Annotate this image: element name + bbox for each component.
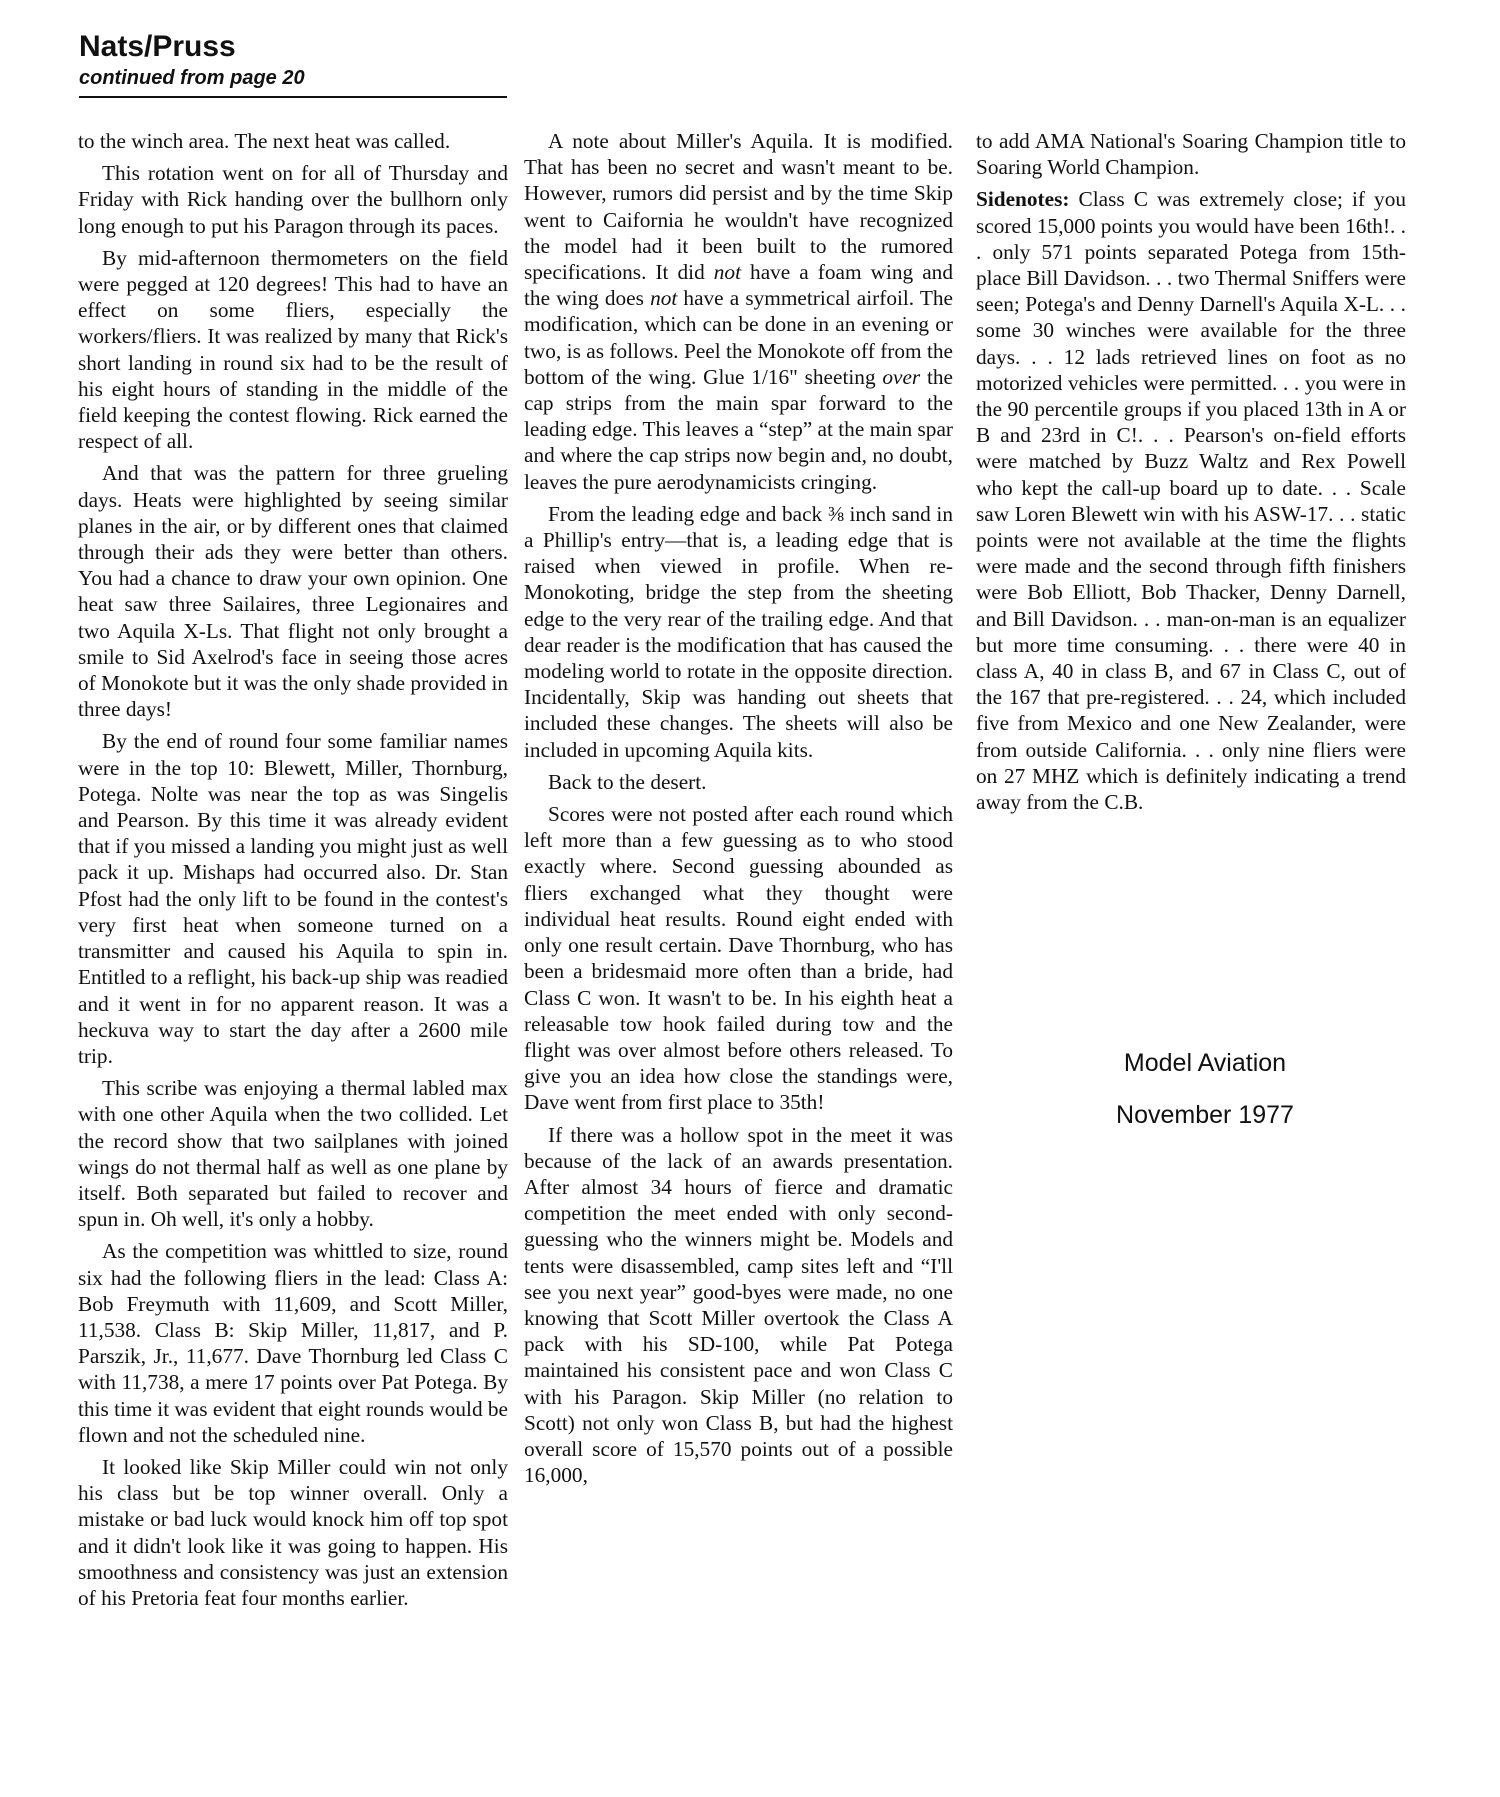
header-divider [79,96,507,98]
paragraph: By the end of round four some familiar names were in the top 10: Blewett, Miller, Thornburg, Potega. Nolte was near the top as was Singelis and Pearson. By this time it was already evident that if you missed a landing you might just as well pack it up. Mishaps had occurred also. Dr. Stan Pfost had the only lift to be found in the contest's very first heat when someone turned on a transmitter and caused his Aquila to spin in. Entitled to a reflight, his back-up ship was readied and it went in for no apparent reason. It was a heckuva way to start the day after a 2600 mile trip. [78,729,508,1068]
article-column-1 [78,128,508,1617]
article-title: Nats/Pruss [79,30,236,63]
text-run: have a symmetrical airfoil. The modification, which can be done in an evening or two, is as follows. Peel the Monokote off from the bottom of the wing. Glue 1/16" sheeting [524,286,953,389]
paragraph [524,769,953,795]
paragraph: As the competition was whittled to size, round six had the following fliers in the lead: Class A: Bob Freymuth with 11,609, and Scott Miller, 11,538. Class B: Skip Miller, 11,817, and P. Parszik, Jr., 11,677. Dave Thornburg led Class C with 11,738, a mere 17 points over Pat Potega. By this time it was evident that eight rounds would be flown and not the scheduled nine. [78,1239,509,1447]
paragraph [524,1122,953,1489]
publication-name: Model Aviation [1123,1049,1287,1077]
emphasis-text: not [650,286,678,311]
emphasis-text: not [713,260,741,285]
text-run: From the leading edge and back ⅜ inch sand in a Phillip's entry—that is, a leading edge that is raised when viewed in profile. When re-Monokoting, bridge the step from the sheeting edge to the very rear of the trailing edge. And that dear reader is the modification that has caused the modeling world to rotate in the opposite direction. Incidentally, Skip was handing out sheets that included these changes. The sheets will also be included in upcoming Aquila kits. [524,501,953,762]
paragraph [524,501,953,763]
paragraph: This scribe was enjoying a thermal labled max with one other Aquila when the two collided. Let the record show that two sailplanes with joined wings do not thermal half as well as one plane by itself. Both separated but failed to recover and spun in. Oh well, it's only a hobby. [78,1076,508,1232]
text-run: Scores were not posted after each round which left more than a few guessing as to who stood exactly where. Second guessing abounded as fliers exchanged what they thought were individual heat results. Round eight ended with only one result certain. Dave Thornburg, who has been a bridesmaid more often than a bride, had Class C won. It wasn't to be. In his eighth heat a releasable tow hook failed during tow and the flight was over almost before others released. To give you an idea how close the standings were, Dave went from first place to 35th! [524,802,953,1115]
article-column-3 [976,128,1406,821]
publication-date: November 1977 [1116,1101,1294,1129]
sidenotes-text: Class C was extremely close; if you scored 15,000 points you would have been 16th!. . . only 571 points separated Potega from 15th-place Bill Davidson. . . two Thermal Sniffers were seen; Potega's and Denny Darnell's Aquila X-L. . . some 30 winches were available for the three days. . . 12 lads retrieved lines on foot as no motorized vehicles were permitted. . . you were in the 90 percentile groups if you placed 13th in A or B and 23rd in C!. . . Pearson's on-field efforts were matched by Buzz Waltz and Rex Powell who kept the call-up board up to date. . . Scale saw Loren Blewett win with his ASW-17. . . static points were not available at the time the flights were made and the second through fifth finishers were Bob Elliott, Bob Thacker, Denny Darnell, and Bill Davidson. . . man-on-man is an equalizer but more time consuming. . . there were 40 in class A, 40 in class B, and 67 in Class C, out of the 167 that pre-registered. . . 24, which included five from Mexico and one New Zealander, were from outside California. . . only nine fliers were on 27 MHZ which is definitely indicating a trend away from the C.B. [976,187,1407,815]
text-run: have a foam wing and the wing does [524,260,953,311]
article-column-2 [524,128,953,1494]
sidenotes-paragraph [976,186,1406,815]
paragraph: By mid-afternoon thermometers on the field were pegged at 120 degrees! This had to have an effect on some fliers, especially the workers/fliers. It was realized by many that Rick's short landing in round six had to be the result of his eight hours of standing in the middle of the field keeping the contest flowing. Rick earned the respect of all. [78,245,508,454]
paragraph: This rotation went on for all of Thursday and Friday with Rick handing over the bullhorn only long enough to put his Paragon through its paces. [78,161,508,238]
emphasis-text: over [882,364,921,389]
paragraph [524,801,953,1115]
continuation-note: continued from page 20 [79,67,305,89]
text-run: If there was a hollow spot in the meet it was because of the lack of an awards presentation. After almost 34 hours of fierce and dramatic competition the meet ended with only second-guessing who the winners might be. Models and tents were disassembled, camp sites left and “I'll see you next year” good-byes were made, no one knowing that Scott Miller overtook the Class A pack with his SD-100, while Pat Potega maintained his consistent pace and won Class C with his Paragon. Skip Miller (no relation to Scott) not only won Class B, but had the highest overall score of 15,570 points out of a possible 16,000, [524,1122,953,1488]
text-run: Back to the desert. [548,769,707,794]
sidenotes-label: Sidenotes: [976,187,1070,212]
text-run: the cap strips from the main spar forward to the leading edge. This leaves a “step” at the main spar and where the cap strips now begin and, no doubt, leaves the pure aerodynamicists cringing. [524,364,954,494]
text-run: A note about Miller's Aquila. It is modified. That has been no secret and wasn't meant to be. However, rumors did persist and by the time Skip went to Caifornia he wouldn't have recognized the model had it been built to the rumored specifications. It did [524,129,953,285]
column-3-continuation: to add AMA National's Soaring Champion title to Soaring World Champion. [976,129,1406,180]
paragraph [524,128,953,495]
paragraph: And that was the pattern for three grueling days. Heats were highlighted by seeing similar planes in the air, or by different ones that claimed through their ads they were better than others. You had a chance to draw your own opinion. One heat saw three Sailaires, three Legionaires and two Aquila X-Ls. That flight not only brought a smile to Sid Axelrod's face in seeing those acres of Monokote but it was the only shade provided in three days! [78,461,509,722]
paragraph: to the winch area. The next heat was called. [78,129,451,153]
article-header [79,30,507,90]
paragraph: It looked like Skip Miller could win not only his class but be top winner overall. Only a mistake or bad luck would knock him off top spot and it didn't look like it was going to happen. His smoothness and consistency was just an extension of his Pretoria feat four months earlier. [78,1454,508,1610]
